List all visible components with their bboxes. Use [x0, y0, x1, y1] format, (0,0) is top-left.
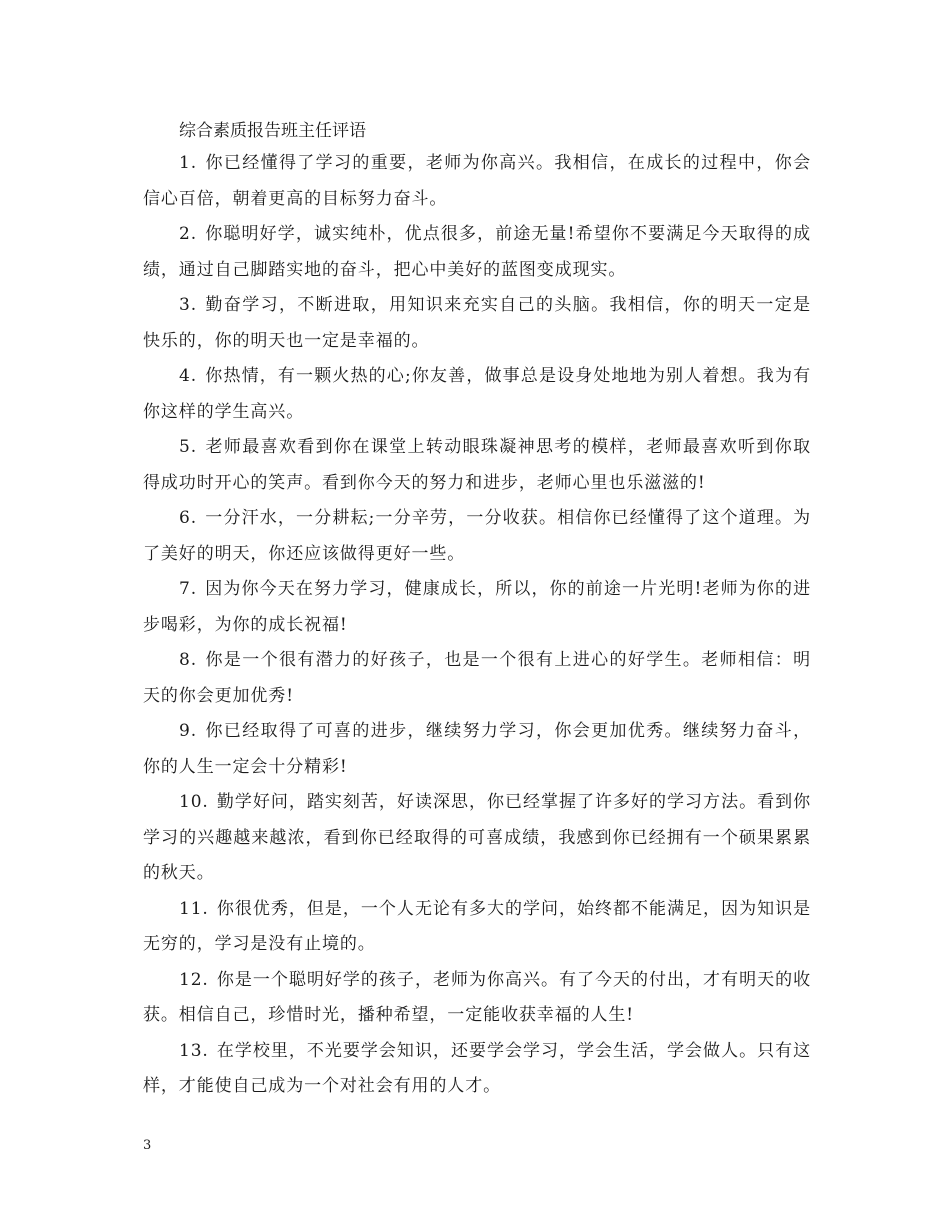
item-text: 勤学好问，踏实刻苦，好读深思，你已经掌握了许多好的学习方法。看到你学习的兴趣越来越浓，看到你已经取得的可喜成绩，我感到你已经拥有一个硕果累累的秋天。 [143, 792, 811, 883]
item-number: 7. [179, 579, 198, 599]
item-text: 勤奋学习，不断进取，用知识来充实自己的头脑。我相信，你的明天一定是快乐的，你的明天也一定是幸福的。 [143, 295, 811, 351]
comment-item-12 [143, 963, 811, 1034]
item-text: 你已经懂得了学习的重要，老师为你高兴。我相信，在成长的过程中，你会信心百倍，朝着更高的目标努力奋斗。 [143, 153, 811, 209]
item-number: 4. [179, 366, 198, 386]
item-text: 你是一个聪明好学的孩子，老师为你高兴。有了今天的付出，才有明天的收获。相信自己，珍惜时光，播种希望，一定能收获幸福的人生! [143, 969, 811, 1025]
item-number: 1. [179, 153, 198, 173]
page-number: 3 [143, 1138, 152, 1153]
item-text: 因为你今天在努力学习，健康成长，所以，你的前途一片光明!老师为你的进步喝彩，为你的成长祝福! [143, 579, 811, 635]
item-number: 11. [179, 898, 209, 919]
comment-item-1 [143, 146, 811, 217]
comment-item-5 [143, 430, 811, 501]
item-text: 老师最喜欢看到你在课堂上转动眼珠凝神思考的模样，老师最喜欢听到你取得成功时开心的笑声。看到你今天的努力和进步，老师心里也乐滋滋的! [143, 437, 811, 493]
comment-item-13 [143, 1034, 811, 1105]
item-text: 你热情，有一颗火热的心;你友善，做事总是设身处地地为别人着想。我为有你这样的学生高兴。 [143, 366, 811, 422]
item-text: 你已经取得了可喜的进步，继续努力学习，你会更加优秀。继续努力奋斗，你的人生一定会十分精彩! [143, 721, 811, 777]
item-number: 5. [179, 437, 198, 457]
item-number: 12. [179, 969, 209, 990]
comment-item-10 [143, 785, 811, 892]
item-number: 10. [179, 792, 209, 812]
comment-item-6 [143, 501, 811, 572]
item-text: 你是一个很有潜力的好孩子，也是一个很有上进心的好学生。老师相信：明天的你会更加优秀! [143, 650, 811, 706]
item-number: 2. [179, 224, 198, 244]
comment-item-8 [143, 643, 811, 714]
document-body [143, 116, 811, 1105]
item-text: 你很优秀，但是，一个人无论有多大的学问，始终都不能满足，因为知识是无穷的，学习是没有止境的。 [143, 898, 811, 954]
item-number: 13. [179, 1040, 209, 1061]
document-title: 综合素质报告班主任评语 [179, 121, 366, 141]
comment-item-9 [143, 714, 811, 785]
item-text: 一分汗水，一分耕耘;一分辛劳，一分收获。相信你已经懂得了这个道理。为了美好的明天，你还应该做得更好一些。 [143, 508, 811, 564]
item-number: 8. [179, 650, 198, 670]
comment-item-4 [143, 359, 811, 430]
item-text: 在学校里，不光要学会知识，还要学会学习，学会生活，学会做人。只有这样，才能使自己成为一个对社会有用的人才。 [143, 1040, 811, 1096]
item-number: 9. [179, 721, 198, 741]
comment-item-11 [143, 892, 811, 963]
item-text: 你聪明好学，诚实纯朴，优点很多，前途无量!希望你不要满足今天取得的成绩，通过自己脚踏实地的奋斗，把心中美好的蓝图变成现实。 [143, 224, 811, 280]
comment-item-2 [143, 217, 811, 288]
item-number: 6. [179, 508, 198, 528]
comment-item-7 [143, 572, 811, 643]
comment-item-3 [143, 288, 811, 359]
item-number: 3. [179, 295, 198, 315]
